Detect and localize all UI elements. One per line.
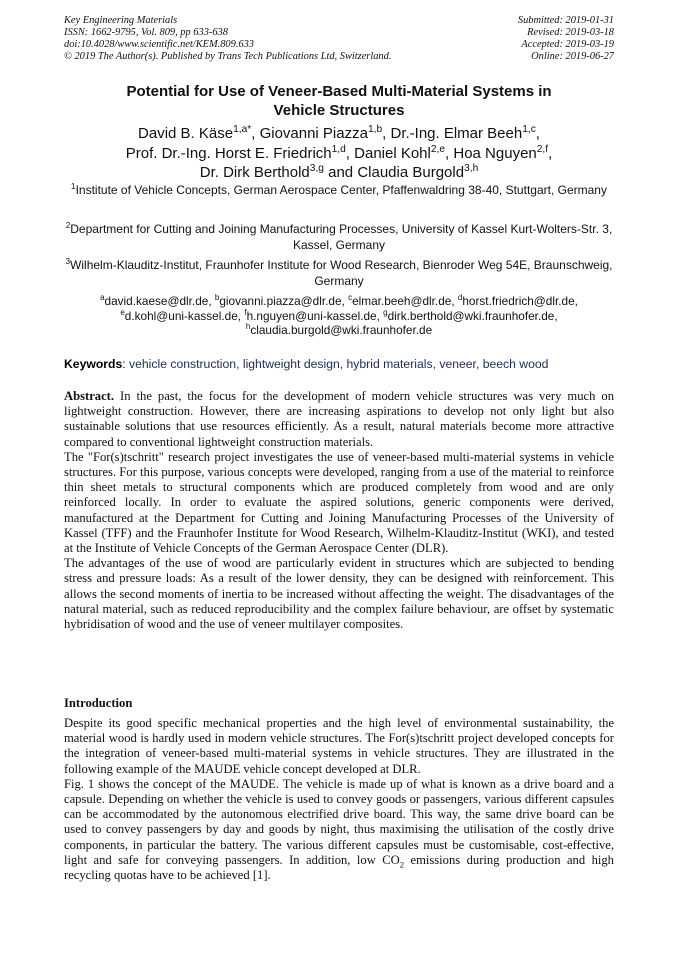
author-sup: 1,d	[331, 143, 346, 155]
email-address[interactable]: horst.friedrich@dlr.de	[462, 294, 575, 308]
accepted-date: Accepted: 2019-03-19	[521, 39, 614, 50]
email-list: $^a$david.kaese@dlr.de, $^b$giovanni.piazza@dlr.de, $^c$elmar.beeh@dlr.de, $^d$horst.friedrich@dlr.de, $^e$d.kohl@uni-kassel.de, $^f$h.nguyen@uni-kassel.de, $^g$dirk.berthold@wki.fraunhofer.de, $^h$claudia.burgold@wki.fraunhofer.de	[100, 293, 578, 337]
co2-subscript: 2	[399, 859, 405, 870]
introduction-paragraph-1: Despite its good specific mechanical properties and the high level of environmental sustainability, the material wood is hardly used in modern vehicle structures. The For(s)tschritt project developed concepts for the integration of veneer-based multi-material systems in vehicle structures. They are illustrated in the following example of the MAUDE vehicle concept developed at DLR.	[64, 716, 614, 776]
keyword-item[interactable]: hybrid materials	[346, 357, 433, 371]
affiliation-text: Department for Cutting and Joining Manufacturing Processes, University of Kassel Kurt-Wolters-Str. 3, Kassel, Germany	[70, 222, 613, 252]
email-sup: d	[457, 293, 463, 303]
email-address[interactable]: david.kaese@dlr.de	[104, 294, 209, 308]
keyword-item[interactable]: beech wood	[482, 357, 549, 371]
keyword-item[interactable]: vehicle construction	[129, 357, 237, 371]
email-address[interactable]: h.nguyen@uni-kassel.de	[246, 308, 377, 323]
author-name: Hoa Nguyen	[453, 144, 537, 162]
submitted-date: Submitted: 2019-01-31	[517, 15, 614, 26]
email-sup: e	[120, 307, 125, 317]
author-name: Dr.-Ing. Elmar Beeh	[390, 125, 523, 142]
abstract-paragraph-1	[64, 389, 614, 450]
affiliation-2	[64, 222, 614, 253]
keyword-item[interactable]: lightweight design	[242, 357, 340, 371]
author-list: David B. Käse$^{1,a*}$, Giovanni Piazza$^{1,b}$, Dr.-Ing. Elmar Beeh$^{1,c}$, Prof. Dr.-Ing. Horst E. Friedrich$^{1,d}$, Daniel Kohl$^{2,e}$, Hoa Nguyen$^{2,f}$, Dr. Dirk Berthold$^{3,g}$ and Claudia Burgold$^{3,h}$	[125, 124, 553, 181]
author-sup: 1,a*	[233, 124, 252, 135]
email-address[interactable]: elmar.beeh@dlr.de	[352, 294, 452, 308]
author-name: David B. Käse	[138, 125, 234, 142]
abstract-text: In the past, the focus for the development of modern vehicle structures was very much on lightweight construction. However, there are increasing aspirations to develop not only light but also sustainable solutions that use resources efficiently. As a result, natural materials become more attractive compared to conventional lightweight construction materials.	[64, 389, 614, 449]
affiliation-sup: 2	[65, 221, 71, 230]
affiliation-text: Institute of Vehicle Concepts, German Aerospace Center, Pfaffenwaldring 38-40, Stuttgart, Germany	[75, 183, 607, 197]
affiliation-text: Wilhelm-Klauditz-Institut, Fraunhofer Institute for Wood Research, Bienroder Weg 54E, Braunschweig, Germany	[70, 258, 613, 288]
email-sup: c	[348, 293, 353, 303]
author-name: Daniel Kohl	[354, 144, 431, 162]
author-and: and	[328, 164, 354, 181]
abstract-label: Abstract.	[64, 389, 115, 403]
issn-line: ISSN: 1662-9795, Vol. 809, pp 633-638	[64, 27, 228, 38]
author-sup: 2,f	[536, 143, 549, 155]
abstract-paragraph-3: The advantages of the use of wood are particularly evident in structures which are subjected to bending stress and pressure loads: As a result of the lower density, they can be designed with reinforcement. This allows the second moments of inertia to be increased without affecting the weight. The disadvantages of the natural material, such as reduced reproducibility and the complex failure behaviour, are offset by systematic hybridisation of wood and the use of veneer multilayer composites.	[64, 556, 614, 632]
author-sup: 1,c	[522, 124, 536, 135]
copyright-line: © 2019 The Author(s). Published by Trans Tech Publications Ltd, Switzerland.	[64, 51, 392, 62]
abstract-paragraph-2: The "For(s)tschritt" research project investigates the use of veneer-based multi-material systems in vehicle structures. For this purpose, various concepts were developed, ranging from a use of the material to reinforce thin sheet metals to structural components which are produced completely from wood and are only reinforced locally. In order to evaluate the aspired solutions, generic components were derived, manufactured at the Department for Cutting and Joining Manufacturing Processes of the University of Kassel (TFF) and the Fraunhofer Institute for Wood Research, Wilhelm-Klauditz-Institut (WKI), and tested at the Institute of Vehicle Concepts of the German Aerospace Center (DLR).	[64, 449, 614, 556]
email-sup: f	[244, 307, 247, 317]
keywords-label: Keywords	[64, 357, 123, 371]
email-sup: h	[245, 322, 251, 332]
email-address[interactable]: dirk.berthold@wki.fraunhofer.de	[387, 308, 555, 323]
keywords-line: Keywords: vehicle construction, lightweight design, hybrid materials, veneer, beech wood	[64, 357, 549, 371]
introduction-text: emissions during production and high recycling quotas have to be achieved [1].	[64, 852, 614, 883]
paper-title	[64, 82, 614, 120]
author-name: Giovanni Piazza	[259, 125, 368, 142]
title-line-1: Potential for Use of Veneer-Based Multi-Material Systems in	[126, 83, 552, 100]
email-address[interactable]: claudia.burgold@wki.fraunhofer.de	[250, 323, 433, 337]
author-sup: 2,e	[430, 143, 446, 155]
revised-date: Revised: 2019-03-18	[527, 27, 614, 38]
author-name: Dr. Dirk Berthold	[199, 164, 310, 181]
author-sup: 1,b	[367, 124, 383, 135]
abstract-section	[64, 389, 614, 632]
email-sup: g	[383, 307, 388, 317]
author-sup: 3,g	[309, 163, 324, 174]
author-sup: 3,h	[464, 163, 479, 174]
author-name: Prof. Dr.-Ing. Horst E. Friedrich	[125, 144, 332, 162]
introduction-heading: Introduction	[64, 696, 133, 710]
affiliation-1	[64, 183, 614, 199]
introduction-text: Fig. 1 shows the concept of the MAUDE. The vehicle is made up of what is known as a drive board and a capsule. Depending on whether the vehicle is used to convey goods or passengers, various different capsules can be accommodated by the autonomous electrified drive board. This way, the same drive board can be used to convey passengers by day and goods by night, thus maximising the utilisation of the costly drive components, in particular the battery. The various different capsules must be customisable, cost-effective, light and safe for conveying passengers. In addition, low CO	[64, 776, 614, 867]
email-sup: a	[100, 293, 105, 303]
journal-header-right	[518, 15, 614, 63]
journal-name: Key Engineering Materials	[64, 15, 178, 26]
journal-header-left	[64, 15, 391, 63]
email-sup: b	[214, 293, 220, 303]
affiliation-3	[64, 258, 614, 289]
affiliation-sup: 3	[65, 257, 71, 266]
email-address[interactable]: giovanni.piazza@dlr.de	[219, 294, 342, 308]
author-name: Claudia Burgold	[357, 164, 465, 181]
doi-line: doi:10.4028/www.scientific.net/KEM.809.633	[64, 39, 254, 50]
email-address[interactable]: d.kohl@uni-kassel.de	[124, 308, 238, 323]
keyword-item[interactable]: veneer	[439, 357, 476, 371]
affiliation-sup: 1	[71, 182, 76, 191]
introduction-section	[64, 716, 614, 883]
online-date: Online: 2019-06-27	[531, 51, 614, 62]
introduction-paragraph-2	[64, 777, 614, 883]
title-line-2: Vehicle Structures	[273, 102, 405, 119]
